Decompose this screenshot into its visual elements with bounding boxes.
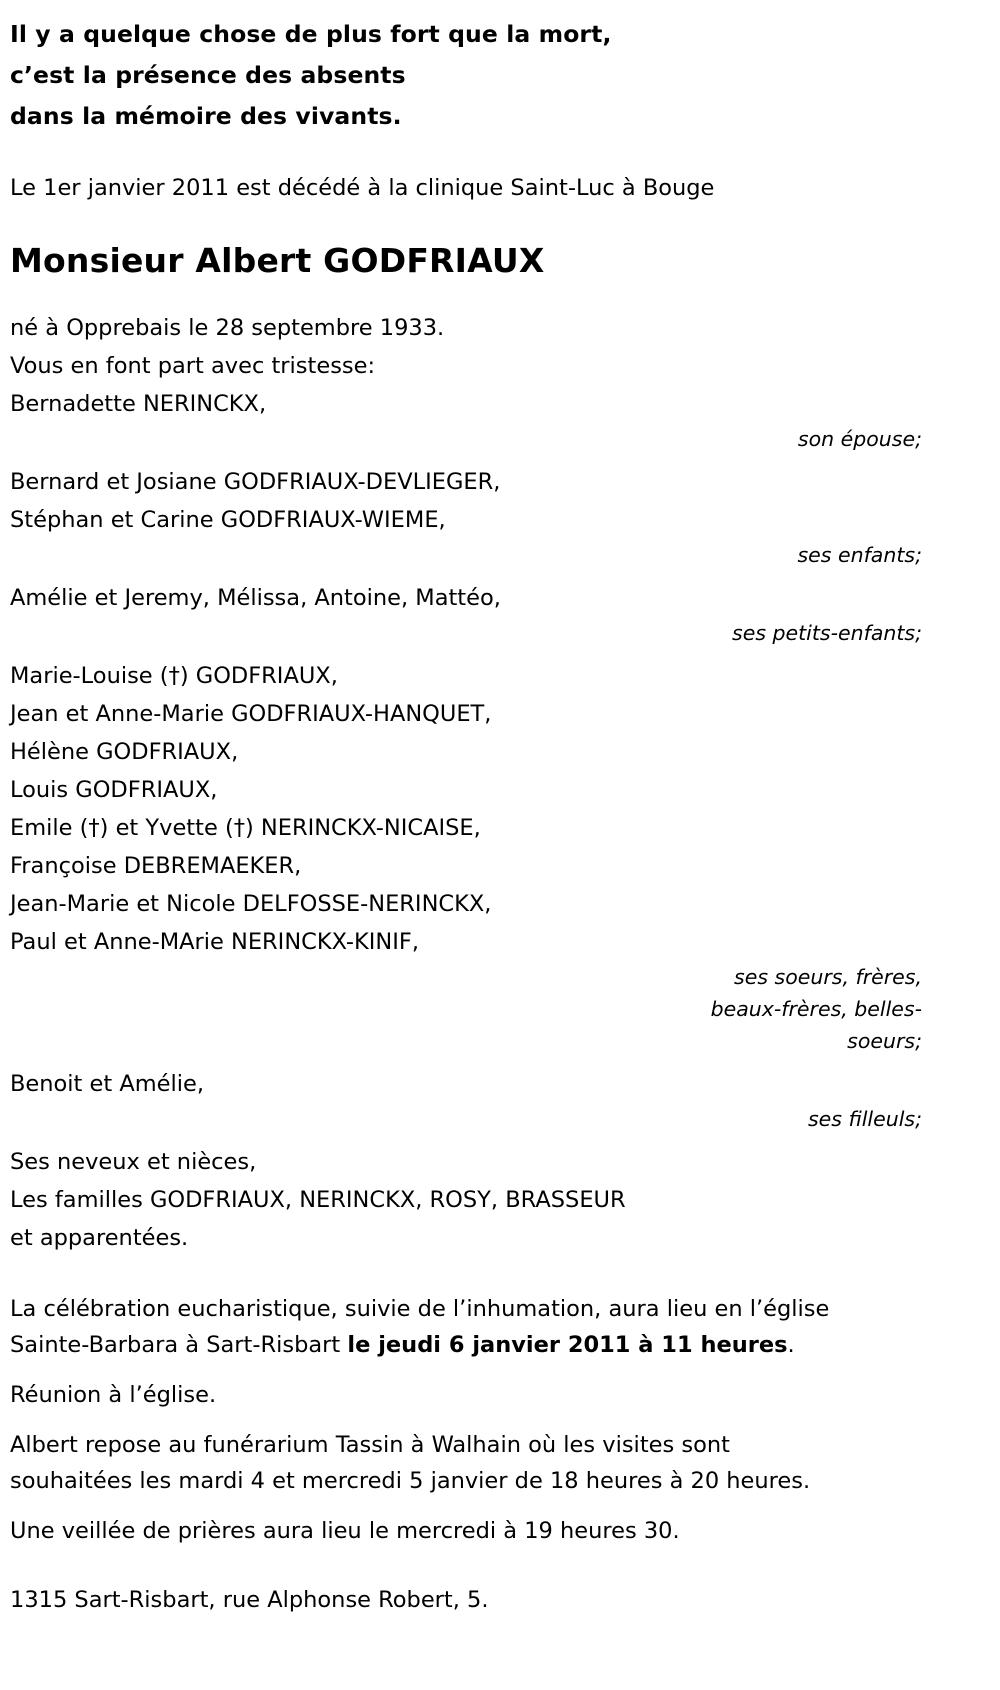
epitaph-line-3: dans la mémoire des vivants. bbox=[10, 102, 402, 130]
spacer bbox=[10, 1135, 922, 1143]
relative-name: Hélène GODFRIAUX, bbox=[10, 739, 239, 765]
relative-name: Emile (†) et Yvette (†) NERINCKX-NICAISE, bbox=[10, 815, 481, 841]
address-line: 1315 Sart-Risbart, rue Alphonse Robert, 5. bbox=[10, 1587, 489, 1613]
death-notice: Le 1er janvier 2011 est décédé à la clinique Saint-Luc à Bouge bbox=[10, 175, 715, 201]
epitaph-block bbox=[10, 14, 922, 137]
other-relatives-line: Les familles GODFRIAUX, NERINCKX, ROSY, BRASSEUR bbox=[10, 1187, 626, 1213]
announce-line: Vous en font part avec tristesse: bbox=[10, 353, 376, 379]
relative-role: son épouse; bbox=[797, 427, 922, 451]
relative-name: Benoit et Amélie, bbox=[10, 1071, 204, 1097]
relative-role: ses soeurs, frères, bbox=[734, 965, 922, 989]
relative-name: Paul et Anne-MArie NERINCKX-KINIF, bbox=[10, 929, 419, 955]
relative-name: Stéphan et Carine GODFRIAUX-WIEME, bbox=[10, 507, 446, 533]
relative-group-spouse bbox=[10, 385, 922, 455]
ceremony-church: Sainte-Barbara à Sart-Risbart bbox=[10, 1332, 348, 1358]
ceremony-block bbox=[10, 1291, 922, 1363]
ceremony-datetime: le jeudi 6 janvier 2011 à 11 heures bbox=[347, 1332, 788, 1358]
reunion-line: Réunion à l’église. bbox=[10, 1382, 217, 1408]
spacer bbox=[10, 571, 922, 579]
spacer bbox=[10, 649, 922, 657]
ceremony-line-2 bbox=[10, 1327, 922, 1363]
relative-name: Bernadette NERINCKX, bbox=[10, 391, 267, 417]
birth-line: né à Opprebais le 28 septembre 1933. bbox=[10, 315, 445, 341]
visits-block bbox=[10, 1427, 922, 1499]
spacer bbox=[10, 1057, 922, 1065]
relative-group-grandchildren bbox=[10, 579, 922, 649]
relative-role: ses petits-enfants; bbox=[732, 621, 922, 645]
other-relatives-block bbox=[10, 1143, 922, 1257]
relative-group-godchildren bbox=[10, 1065, 922, 1135]
relative-group-children bbox=[10, 463, 922, 571]
other-relatives-line: et apparentées. bbox=[10, 1225, 189, 1251]
spacer bbox=[10, 455, 922, 463]
spacer bbox=[10, 1257, 922, 1291]
spacer bbox=[10, 1563, 922, 1583]
ceremony-line-1: La célébration eucharistique, suivie de l’inhumation, aura lieu en l’église bbox=[10, 1296, 830, 1322]
relative-group-siblings bbox=[10, 657, 922, 1057]
relative-role: soeurs; bbox=[847, 1029, 922, 1053]
relative-name: Françoise DEBREMAEKER, bbox=[10, 853, 302, 879]
other-relatives-line: Ses neveux et nièces, bbox=[10, 1149, 257, 1175]
spacer bbox=[10, 137, 922, 171]
relative-role: ses filleuls; bbox=[807, 1107, 922, 1131]
relative-name: Amélie et Jeremy, Mélissa, Antoine, Mattéo, bbox=[10, 585, 501, 611]
relative-name: Jean et Anne-Marie GODFRIAUX-HANQUET, bbox=[10, 701, 492, 727]
relative-name: Louis GODFRIAUX, bbox=[10, 777, 218, 803]
relative-role: beaux-frères, belles- bbox=[710, 997, 922, 1021]
relative-name: Marie-Louise (†) GODFRIAUX, bbox=[10, 663, 338, 689]
deceased-name: Monsieur Albert GODFRIAUX bbox=[10, 241, 545, 280]
epitaph-line-1: Il y a quelque chose de plus fort que la mort, bbox=[10, 20, 612, 48]
epitaph-line-2: c’est la présence des absents bbox=[10, 61, 406, 89]
visits-line-2: souhaitées les mardi 4 et mercredi 5 janvier de 18 heures à 20 heures. bbox=[10, 1468, 811, 1494]
relative-name: Bernard et Josiane GODFRIAUX-DEVLIEGER, bbox=[10, 469, 501, 495]
ceremony-period: . bbox=[787, 1332, 795, 1358]
visits-line-1: Albert repose au funérarium Tassin à Walhain où les visites sont bbox=[10, 1432, 730, 1458]
relative-role: ses enfants; bbox=[797, 543, 922, 567]
vigil-line: Une veillée de prières aura lieu le mercredi à 19 heures 30. bbox=[10, 1518, 680, 1544]
relative-name: Jean-Marie et Nicole DELFOSSE-NERINCKX, bbox=[10, 891, 492, 917]
